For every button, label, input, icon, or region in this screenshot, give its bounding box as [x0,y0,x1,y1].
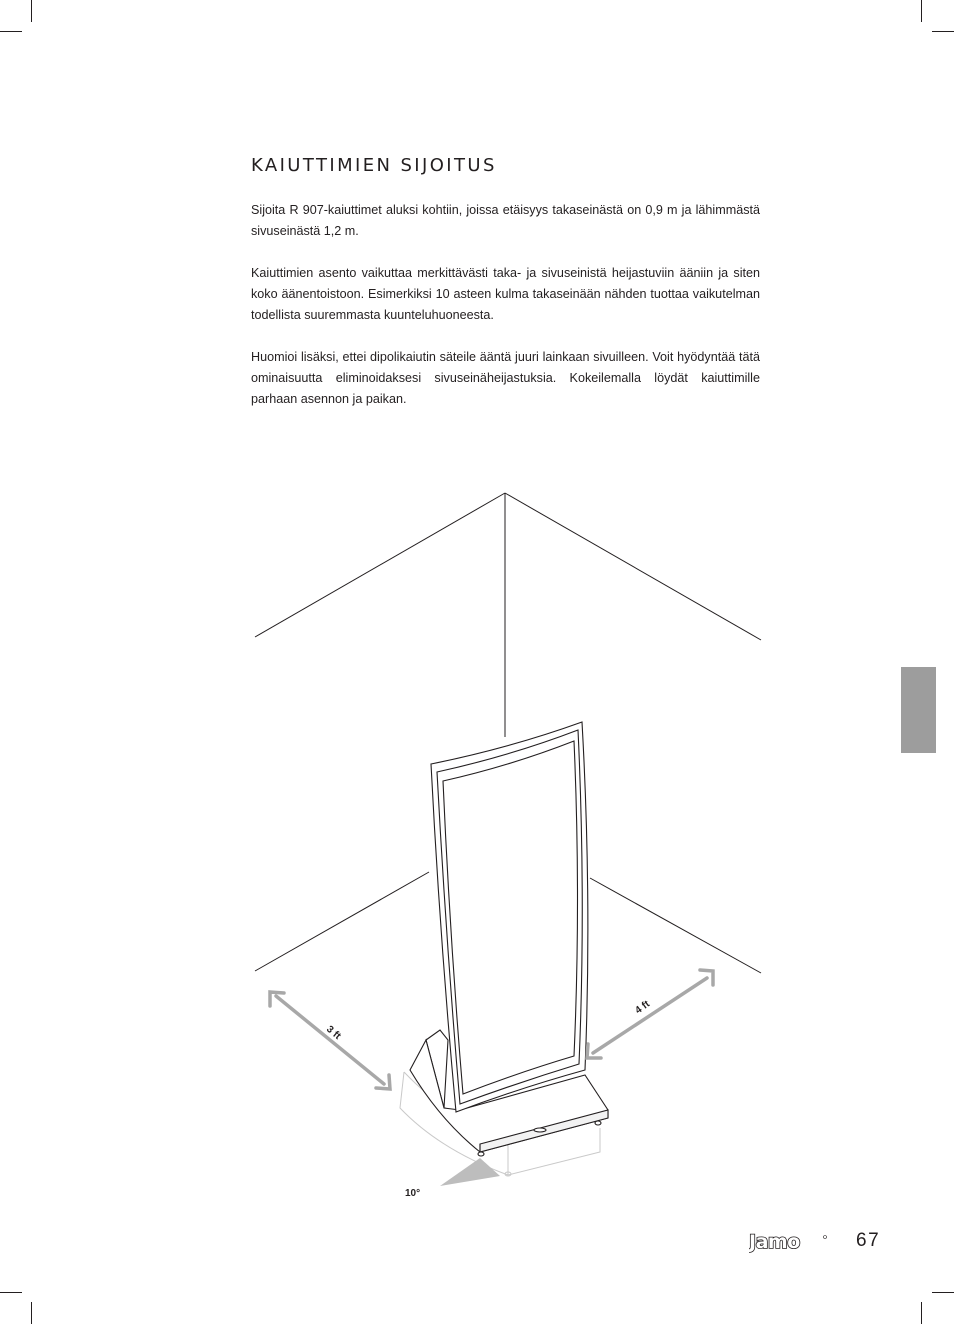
speaker-panel [431,722,588,1112]
label-10deg: 10° [405,1188,421,1199]
label-3ft: 3 ft [324,1023,343,1042]
crop-mark-br-h [932,1292,954,1293]
paragraph-dipole: Huomioi lisäksi, ettei dipolikaiutin säteile ääntä juuri lainkaan sivuilleen. Voit hyödyntää tätä ominaisuutta eliminoidaksesi sivuseinäheijastuksia. Kokeilemalla löydät kaiuttimille parhaan asennon ja paikan. [251,350,760,406]
crop-mark-tr-h [932,31,954,32]
crop-mark-tr-v [921,0,922,22]
crop-mark-br-v [921,1302,922,1324]
brand-wordmark: Jamo [749,1231,800,1253]
crop-mark-bl-h [0,1292,22,1293]
section-tab [901,667,936,753]
jamo-logo [749,1231,829,1253]
angle-wedge [440,1158,500,1186]
crop-mark-bl-v [31,1302,32,1324]
crop-mark-tl-h [0,31,22,32]
crop-mark-tl-v [31,0,32,22]
paragraph-placement: Sijoita R 907-kaiuttimet aluksi kohtiin, joissa etäisyys takaseinästä on 0,9 m ja lähimmästä sivuseinästä 1,2 m. [251,203,760,238]
page-number: 67 [856,1230,881,1251]
page-title: KAIUTTIMIEN SIJOITUS [251,155,497,176]
speaker-placement-illustration [240,480,780,1220]
paragraph-angle: Kaiuttimien asento vaikuttaa merkittävästi taka- ja sivuseinistä heijastuviin ääniin ja siten koko äänentoistoon. Esimerkiksi 10 asteen kulma takaseinään nähden tuottaa vaikutelman todellista suuremmasta kuunteluhuoneesta. [251,266,760,322]
label-4ft: 4 ft [633,998,652,1017]
